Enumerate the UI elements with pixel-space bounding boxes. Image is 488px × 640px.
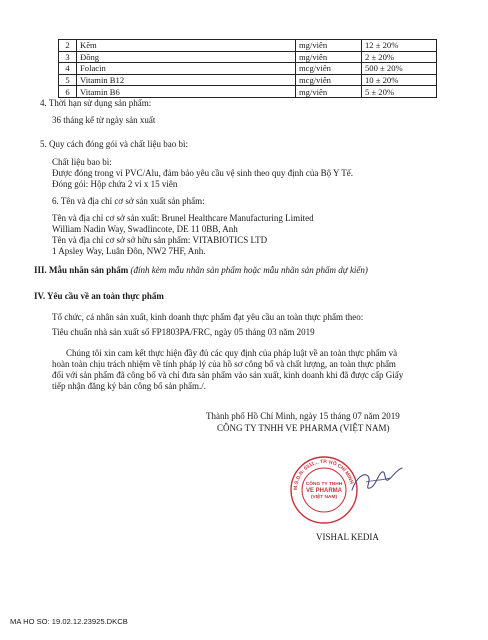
stamp-ring-text: M.S.D.N: 0311... TP. HỒ CHÍ MINH xyxy=(292,458,355,491)
commitment-line-1: Chúng tôi xin cam kết thực hiện đầy đủ các quy định của pháp luật về an toàn thực phẩm và xyxy=(66,348,398,358)
ingredient-name: Vitamin B6 xyxy=(77,86,296,98)
ingredient-value: 10 ± 20% xyxy=(362,74,437,86)
ingredient-name: Vitamin B12 xyxy=(77,74,296,86)
ingredient-unit: mcg/viên xyxy=(296,63,362,75)
row-number: 5 xyxy=(59,74,77,86)
ingredient-name: Kẽm xyxy=(77,40,296,52)
packaging-label: Chất liệu bao bì: xyxy=(52,157,112,167)
label-section-note: (đính kèm mẫu nhãn sản phẩm hoặc mẫu nhãn sản phẩm dự kiến) xyxy=(130,265,368,275)
dossier-code: MA HO SO: 19.02.12.23925.DKCB xyxy=(10,617,128,626)
owner-line-1: Tên và địa chỉ cơ sở sở hữu sản phẩm: VITABIOTICS LTD xyxy=(52,235,268,245)
ingredient-value: 5 ± 20% xyxy=(362,86,437,98)
commitment-line-4: tiếp nhận đăng ký bản công bố sản phẩm./. xyxy=(52,381,206,391)
ingredient-unit: mcg/viên xyxy=(296,74,362,86)
ingredient-value: 12 ± 20% xyxy=(362,40,437,52)
shelf-life-title: 4. Thời hạn sử dụng sản phẩm: xyxy=(40,98,152,108)
row-number: 4 xyxy=(59,63,77,75)
food-safety-title: IV. Yêu cầu về an toàn thực phẩm xyxy=(34,291,164,301)
food-safety-line-2: Tiêu chuẩn nhà sản xuất số FP1803PA/FRC, ngày 05 tháng 03 năm 2019 xyxy=(52,327,315,337)
ingredient-unit: mg/viên xyxy=(296,86,362,98)
signer-name: VISHAL KEDIA xyxy=(316,532,379,542)
row-number: 3 xyxy=(59,51,77,63)
ingredients-table xyxy=(58,39,437,98)
ingredient-value: 500 ± 20% xyxy=(362,63,437,75)
row-number: 6 xyxy=(59,86,77,98)
ingredient-unit: mg/viên xyxy=(296,40,362,52)
commitment-line-2: hoàn toàn chịu trách nhiệm về tính pháp lý của hồ sơ công bố và chất lượng, an toàn thực phẩm xyxy=(52,359,396,369)
row-number: 2 xyxy=(59,40,77,52)
ingredient-unit: mg/viên xyxy=(296,51,362,63)
packaging-line-1: Được đóng trong vỉ PVC/Alu, đảm bảo yêu cầu vệ sinh theo quy định của Bộ Y Tế. xyxy=(52,168,354,178)
table-row xyxy=(59,74,437,86)
table-row xyxy=(59,51,437,63)
manufacturer-line-1: Tên và địa chỉ cơ sở sản xuất: Brunel Healthcare Manufacturing Limited xyxy=(52,213,314,223)
manufacturer-title: 6. Tên và địa chỉ cơ sở sản xuất sản phẩm: xyxy=(52,196,205,206)
manufacturer-line-2: William Nadin Way, Swadlincote, DE 11 0BB, Anh xyxy=(52,224,238,234)
packaging-title: 5. Quy cách đóng gói và chất liệu bao bì: xyxy=(40,139,188,149)
table-row xyxy=(59,40,437,52)
ingredient-value: 2 ± 20% xyxy=(362,51,437,63)
stamp-line-1: CÔNG TY TNHH xyxy=(305,482,343,487)
commitment-line-3: đối với sản phẩm đã công bố và chỉ đưa sản phẩm vào sản xuất, kinh doanh khi đã được cấp Giấy xyxy=(52,370,404,380)
ingredient-name: Folacin xyxy=(77,63,296,75)
table-row xyxy=(59,63,437,75)
company-name: CÔNG TY TNHH VE PHARMA (VIỆT NAM) xyxy=(217,423,390,433)
table-row xyxy=(59,86,437,98)
handwritten-signature xyxy=(346,460,406,500)
stamp-line-2: VE PHARMA xyxy=(305,488,343,494)
shelf-life-value: 36 tháng kể từ ngày sản xuất xyxy=(52,115,156,125)
label-section xyxy=(34,265,368,276)
stamp-line-3: (VIỆT NAM) xyxy=(310,495,338,500)
owner-line-2: 1 Apsley Way, Luân Đôn, NW2 7HF, Anh. xyxy=(52,246,206,256)
ingredient-name: Đồng xyxy=(77,51,296,63)
label-section-title: III. Mẫu nhãn sản phẩm xyxy=(34,265,129,275)
packaging-line-2: Đóng gói: Hộp chứa 2 vỉ x 15 viên xyxy=(52,179,178,189)
place-date: Thành phố Hồ Chí Minh, ngày 15 tháng 07 năm 2019 xyxy=(206,411,400,421)
food-safety-line-1: Tổ chức, cá nhân sản xuất, kinh doanh thực phẩm đạt yêu cầu an toàn thực phẩm theo: xyxy=(52,312,364,322)
